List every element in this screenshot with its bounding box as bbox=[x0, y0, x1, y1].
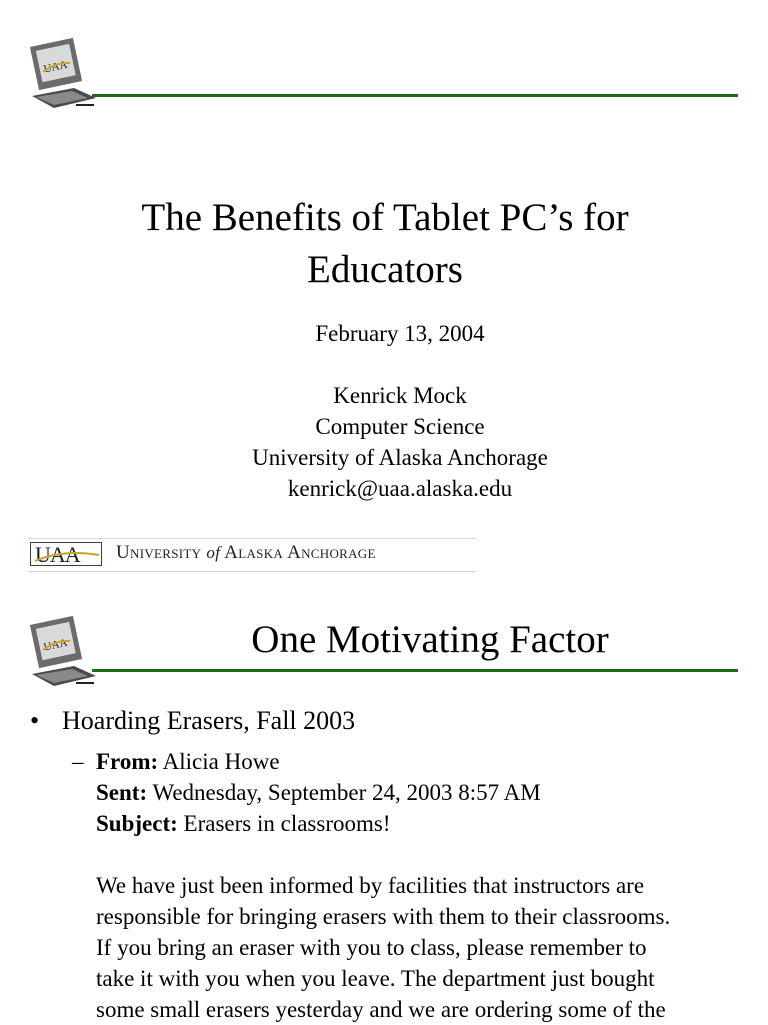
email-body-line: responsible for bringing erasers with them to their classrooms. bbox=[96, 904, 671, 929]
bullet-text: Hoarding Erasers, Fall 2003 bbox=[62, 706, 356, 735]
email-subject-label: Subject: bbox=[96, 811, 178, 836]
email-body-line: If you bring an eraser with you to class, please remember to bbox=[96, 935, 647, 960]
motivating-factor-slide bbox=[0, 588, 768, 1024]
email-body bbox=[96, 870, 746, 1025]
email-sent-value: Wednesday, September 24, 2003 8:57 AM bbox=[152, 780, 541, 805]
email-subject-value: Erasers in classrooms! bbox=[183, 811, 391, 836]
logotype-of: of bbox=[206, 543, 221, 562]
uaa-logo-mark bbox=[30, 542, 102, 566]
title-line-2: Educators bbox=[307, 248, 463, 291]
title-rule bbox=[92, 94, 738, 97]
university-logo-banner bbox=[28, 538, 476, 572]
slide-title: One Motivating Factor bbox=[251, 618, 609, 661]
logotype-rest: Alaska Anchorage bbox=[224, 542, 376, 563]
author-department: Computer Science bbox=[315, 414, 485, 439]
swoosh-icon bbox=[33, 547, 101, 565]
email-from-value: Alicia Howe bbox=[162, 749, 280, 774]
uaa-computer-icon bbox=[24, 36, 98, 112]
slide-title bbox=[80, 192, 690, 296]
title-line-1: The Benefits of Tablet PC’s for bbox=[141, 196, 629, 239]
logotype-university: University bbox=[116, 542, 202, 563]
presentation-date: February 13, 2004 bbox=[315, 321, 485, 346]
uaa-computer-icon bbox=[24, 614, 98, 690]
email-from-line bbox=[96, 746, 746, 777]
university-name-logotype bbox=[116, 542, 376, 564]
email-sent-label: Sent: bbox=[96, 780, 148, 805]
author-email: kenrick@uaa.alaska.edu bbox=[287, 476, 513, 501]
email-body-line: take it with you when you leave. The department just bought bbox=[96, 966, 655, 991]
email-body-line: We have just been informed by facilities that instructors are bbox=[96, 873, 645, 898]
title-rule bbox=[92, 669, 738, 672]
svg-text:UAA: UAA bbox=[42, 58, 69, 76]
email-body-line: some small erasers yesterday and we are ordering some of the bbox=[96, 997, 666, 1022]
email-sent-line bbox=[96, 777, 746, 808]
bullet-dot-icon: • bbox=[30, 706, 40, 735]
svg-text:UAA: UAA bbox=[42, 636, 69, 654]
uaa-logo-mark-text: UAA bbox=[35, 542, 80, 567]
email-from-label: From: bbox=[96, 749, 159, 774]
author-institution: University of Alaska Anchorage bbox=[252, 445, 548, 470]
sub-bullet-dash-icon: – bbox=[72, 749, 84, 774]
email-subject-line bbox=[96, 808, 746, 839]
author-name: Kenrick Mock bbox=[333, 383, 467, 408]
